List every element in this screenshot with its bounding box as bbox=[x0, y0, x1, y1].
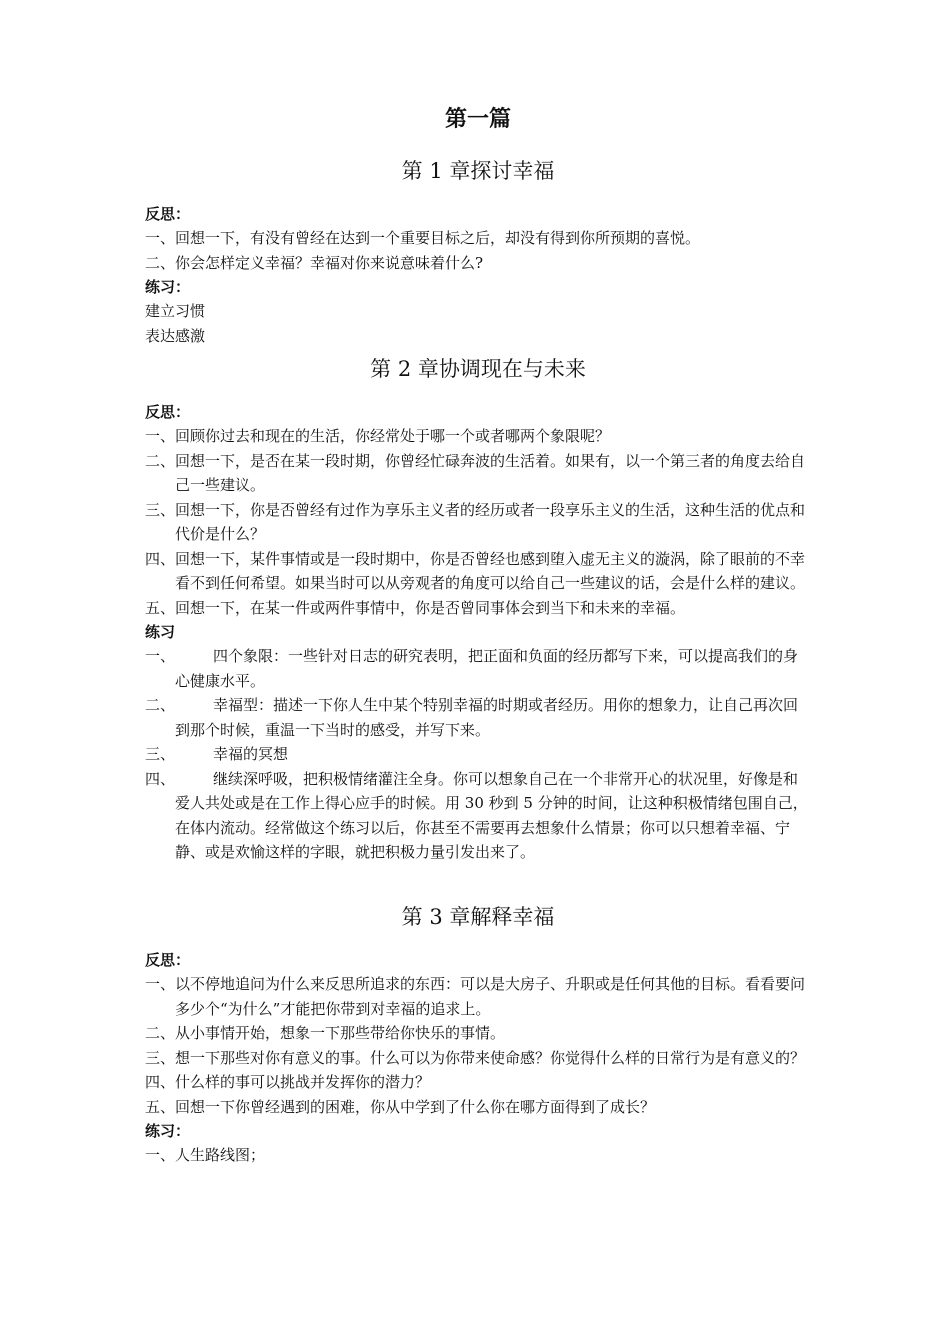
reflection-item: 二、你会怎样定义幸福？幸福对你来说意味着什么? bbox=[145, 253, 484, 272]
exercise-label: 练习 bbox=[145, 623, 176, 641]
exercise-item: 一、人生路线图； bbox=[145, 1146, 266, 1164]
reflection-label: 反思： bbox=[145, 403, 191, 421]
chapter-3-body bbox=[145, 948, 811, 1168]
exercise-item: 建立习惯 bbox=[145, 302, 206, 320]
reflection-item: 一、回想一下，有没有曾经在达到一个重要目标之后，却没有得到你所预期的喜悦。 bbox=[145, 229, 701, 247]
reflection-item: 四、回想一下，某件事情或是一段时期中，你是否曾经也感到堕入虚无主义的漩涡，除了眼前的不幸看不到任何希望。如果当时可以从旁观者的角度可以给自己一些建议的话，会是什么样的建议。 bbox=[145, 549, 806, 592]
chapter-3-title: 第 3 章解释幸福 bbox=[401, 905, 555, 929]
reflection-item: 一、回顾你过去和现在的生活，你经常处于哪一个或者哪两个象限呢？ bbox=[145, 427, 611, 445]
chapter-2-title: 第 2 章协调现在与未来 bbox=[370, 357, 586, 381]
exercise-item: 表达感激 bbox=[145, 326, 206, 345]
exercise-label: 练习： bbox=[145, 1122, 191, 1140]
reflection-item: 二、从小事情开始，想象一下那些带给你快乐的事情。 bbox=[145, 1024, 506, 1042]
reflection-item: 一、以不停地追问为什么来反思所追求的东西：可以是大房子、升职或是任何其他的目标。看看要问多少个“为什么”才能把你带到对幸福的追求上。 bbox=[145, 975, 806, 1018]
reflection-item: 五、回想一下你曾经遇到的困难，你从中学到了什么你在哪方面得到了成长？ bbox=[145, 1097, 656, 1116]
reflection-item: 二、回想一下，是否在某一段时期，你曾经忙碌奔波的生活着。如果有，以一个第三者的角度去给自己一些建议。 bbox=[145, 451, 806, 494]
chapter-2-body bbox=[145, 400, 811, 865]
chapter-1-title: 第 1 章探讨幸福 bbox=[401, 159, 555, 183]
part-title: 第一篇 bbox=[444, 106, 511, 132]
exercise-item: 一、 四个象限：一些针对日志的研究表明，把正面和负面的经历都写下来，可以提高我们的身心健康水平。 bbox=[145, 647, 799, 690]
exercise-label: 练习： bbox=[145, 278, 191, 296]
chapter-1-body bbox=[145, 202, 811, 348]
reflection-label: 反思： bbox=[145, 205, 191, 223]
exercise-item: 三、 幸福的冥想 bbox=[145, 745, 289, 763]
reflection-item: 三、想一下那些对你有意义的事。什么可以为你带来使命感？你觉得什么样的日常行为是有意义的？ bbox=[145, 1048, 806, 1067]
reflection-item: 三、回想一下，你是否曾经有过作为享乐主义者的经历或者一段享乐主义的生活，这种生活的优点和代价是什么？ bbox=[145, 500, 806, 543]
exercise-item: 二、 幸福型：描述一下你人生中某个特别幸福的时期或者经历。用你的想象力，让自己再次回到那个时候，重温一下当时的感受，并写下来。 bbox=[145, 696, 799, 739]
reflection-item: 五、回想一下，在某一件或两件事情中，你是否曾同事体会到当下和未来的幸福。 bbox=[145, 598, 686, 617]
reflection-item: 四、什么样的事可以挑战并发挥你的潜力？ bbox=[145, 1073, 431, 1091]
exercise-item: 四、 继续深呼吸，把积极情绪灌注全身。你可以想象自己在一个非常开心的状况里，好像是和爱人共处或是在工作上得心应手的时候。用 30 秒到 5 分钟的时间，让这种积极情绪包围自己，在体内流动。经常做这个练习以后，你甚至不需要再去想象什么情景；你可以只想着幸福、宁静、或是欢愉这样的字眼，就把积极力量引发出来了。 bbox=[145, 769, 808, 861]
reflection-label: 反思： bbox=[145, 951, 191, 969]
